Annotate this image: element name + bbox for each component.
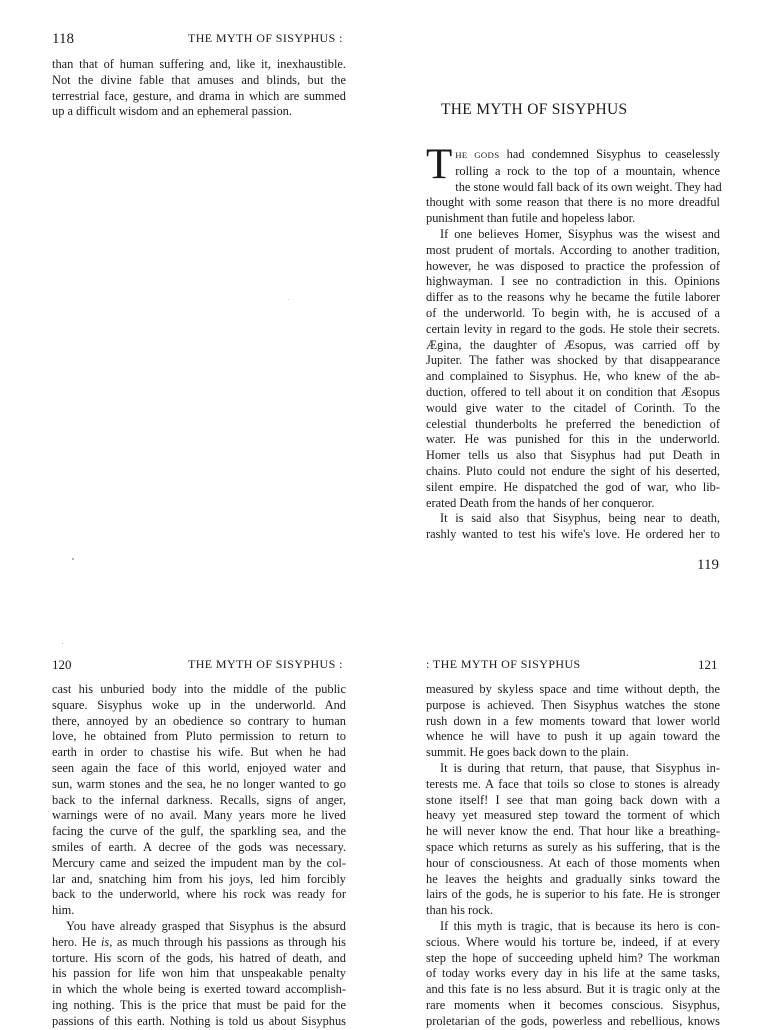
text-line: water. He was punished for this in the underworld. <box>426 432 720 447</box>
text-line: proletarian of the gods, powerless and rebellious, knows <box>426 1013 720 1028</box>
text-line: terests me. A face that toils so close to stones is already <box>426 776 720 791</box>
text-line: It is said also that Sisyphus, being near to death, <box>440 511 720 526</box>
first-line-rest: had condemned Sisyphus to ceaselessly <box>499 147 720 161</box>
text-line: in which the whole being is exerted toward accomplish- <box>52 982 346 997</box>
text-line: If one believes Homer, Sisyphus was the wisest and <box>440 226 720 241</box>
text-line: rashly wanted to test his wife's love. He ordered her to <box>426 527 720 542</box>
text-line: space which returns as surely as his suffering, that is the <box>426 839 720 854</box>
text-line: silent empire. He dispatched the god of war, who lib- <box>426 479 720 494</box>
text-line: earth in order to chastise his wife. But when he had <box>52 745 346 760</box>
text-line: him. <box>52 903 75 918</box>
text-line: step the hope of succeeding upheld him? The workman <box>426 950 720 965</box>
page-number-121: 121 <box>698 657 718 672</box>
running-head-121: : THE MYTH OF SISYPHUS <box>426 657 581 671</box>
text-line: square. Sisyphus woke up in the underworld. And <box>52 697 346 712</box>
text-line <box>52 935 346 951</box>
text-line: smiles of earth. A decree of the gods was necessary. <box>52 839 346 854</box>
text-line-first <box>426 147 720 164</box>
italic-word: is <box>100 934 110 949</box>
text-line: rare moments when it becomes conscious. Sisyphus, <box>426 997 720 1012</box>
scan-speck <box>72 558 74 560</box>
text-line: highwayman. I see no contradiction in this. Opinions <box>426 274 720 289</box>
chapter-title: THE MYTH OF SISYPHUS <box>441 101 628 118</box>
text-line: passions of this earth. Nothing is told us about Sisyphus <box>52 1013 346 1028</box>
text-line: of the underworld. To begin with, he is accused of a <box>426 305 720 320</box>
text-line: there, annoyed by an obedience so contrary to human <box>52 713 346 728</box>
text-line: rolling a rock to the top of a mountain, whence <box>455 163 720 178</box>
page-number-120: 120 <box>52 657 72 672</box>
text-line: love, he obtained from Pluto permission to return to <box>52 729 346 744</box>
text-line: his passion for life won him that unspeakable penalty <box>52 966 346 981</box>
body-text-119 <box>426 141 722 543</box>
text-line: warnings were of no avail. Many years more he lived <box>52 808 346 823</box>
text-line: up a difficult wisdom and an ephemeral passion. <box>52 104 292 119</box>
text-line: Jupiter. The father was shocked by that disappearance <box>426 353 720 368</box>
body-text-118 <box>52 57 346 120</box>
text-line: Homer tells us also that Sisyphus had put Death in <box>426 448 720 463</box>
text-line: he leaves the heights and gradually sinks toward the <box>426 871 720 886</box>
text-line: sun, warm stones and the sea, he no longer wanted to go <box>52 776 346 791</box>
text-segment: hero. He <box>52 934 101 949</box>
text-line: whence he will have to push it up again toward the <box>426 729 720 744</box>
text-line: Mercury came and seized the impudent man by the col- <box>52 855 346 870</box>
text-line: heavy yet measured step toward the torment of which <box>426 808 720 823</box>
running-head-120: THE MYTH OF SISYPHUS : <box>188 657 343 671</box>
text-line: measured by skyless space and time without depth, the <box>426 682 720 696</box>
page-number-119: 119 <box>697 557 719 573</box>
text-line: duction, offered to tell about it on condition that Æsopus <box>426 384 720 399</box>
text-line: however, he was disposed to practice the profession of <box>426 258 720 273</box>
small-caps-opening: HE GODS <box>455 150 500 160</box>
text-line: purpose is achieved. Then Sisyphus watches the stone <box>426 697 720 712</box>
text-line: It is during that return, that pause, that Sisyphus in- <box>440 760 720 775</box>
text-line: Ægina, the daughter of Æsopus, was carried off by <box>426 337 720 352</box>
text-line: ing nothing. This is the price that must be paid for the <box>52 997 346 1012</box>
text-line: and complained to Sisyphus. He, who knew of the ab- <box>426 369 720 384</box>
text-line: facing the curve of the gulf, the sparkling sea, and the <box>52 824 346 839</box>
text-line: the stone would fall back of its own weight. They had <box>455 179 722 194</box>
text-line: than that of human suffering and, like it, inexhaustible. <box>52 57 346 71</box>
text-line: hour of consciousness. At each of those moments when <box>426 855 720 870</box>
text-line: summit. He goes back down to the plain. <box>426 745 629 760</box>
text-line: of today works every day in his life at the same tasks, <box>426 966 720 981</box>
scan-speck <box>288 299 289 300</box>
text-line: differ as to the reasons why he became the futile laborer <box>426 290 720 305</box>
drop-cap: T <box>426 141 453 188</box>
text-line: than his rock. <box>426 903 494 918</box>
text-line: rush down in a few moments toward that lower world <box>426 713 720 728</box>
text-line: torture. His scorn of the gods, his hatred of death, and <box>52 950 346 965</box>
text-line: seen again the face of this world, enjoyed water and <box>52 760 346 775</box>
text-line: scious. Where would his torture be, indeed, if at every <box>426 934 720 949</box>
running-head-118: THE MYTH OF SISYPHUS : <box>188 31 343 45</box>
text-line: erated Death from the hands of her conqueror. <box>426 495 655 510</box>
text-line: lairs of the gods, he is superior to his fate. He is stronger <box>426 887 720 902</box>
body-text-120 <box>52 682 346 1030</box>
scan-speck <box>62 643 63 644</box>
text-line: he will never know the end. That hour like a breathing- <box>426 824 720 839</box>
text-line: punishment than futile and hopeless labor. <box>426 211 636 226</box>
text-segment: , as much through his passions as through his <box>109 934 346 949</box>
text-line: chains. Pluto could not endure the sight of his deserted, <box>426 463 720 478</box>
text-line: back to the infernal darkness. Recalls, signs of anger, <box>52 792 346 807</box>
text-line: cast his unburied body into the middle of the public <box>52 682 346 696</box>
text-line: certain levity in regard to the gods. He stole their secrets. <box>426 321 720 336</box>
text-line: thought with some reason that there is no more dreadful <box>426 195 720 210</box>
text-line: lar and, snatching him from his joys, led him forcibly <box>52 871 346 886</box>
text-line: back to the underworld, where his rock was ready for <box>52 887 346 902</box>
text-line: stone itself! I see that man going back down with a <box>426 792 720 807</box>
body-text-121 <box>426 682 720 1030</box>
text-line: terrestrial face, gesture, and drama in which are summed <box>52 88 346 103</box>
text-line: Not the divine fable that amuses and blinds, but the <box>52 72 346 87</box>
text-line: would give water to the citadel of Corinth. To the <box>426 400 720 415</box>
text-line: If this myth is tragic, that is because its hero is con- <box>440 918 720 933</box>
text-line: and this fate is no less absurd. But it is tragic only at the <box>426 982 720 997</box>
text-line: celestial thunderbolts he preferred the benediction of <box>426 416 720 431</box>
text-line: You have already grasped that Sisyphus is the absurd <box>66 918 346 933</box>
text-line: most prudent of mortals. According to another tradition, <box>426 242 720 257</box>
page-number-118: 118 <box>52 31 74 47</box>
